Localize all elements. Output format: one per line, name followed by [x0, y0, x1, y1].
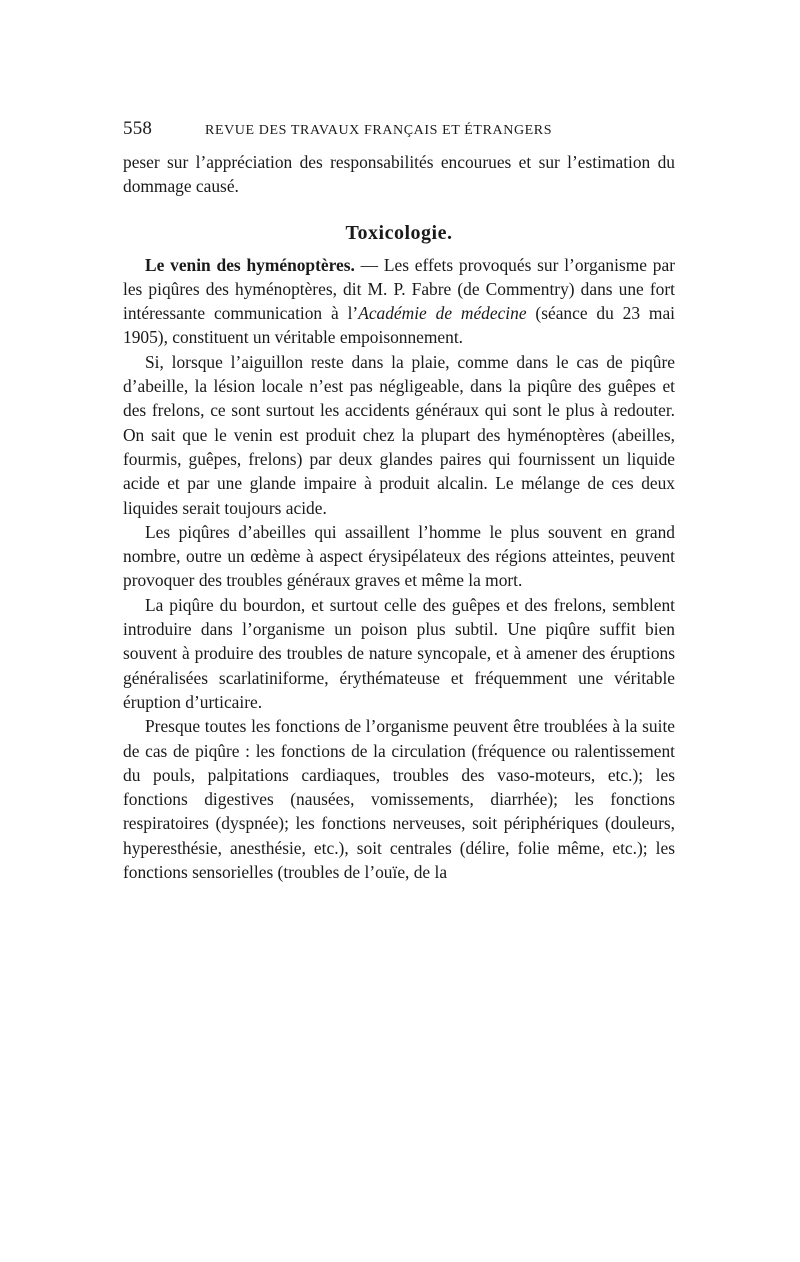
paragraph-1-text-a: — Les effets provoqués sur l’organisme par les piqûres des hyménoptères, dit M. P. Fabre (de Commentry) dans une fort intéressante communication à l’ [123, 254, 675, 324]
section-title: Toxicologie. [345, 221, 453, 244]
article-paragraph-1 [123, 253, 675, 350]
page-body [123, 118, 675, 884]
article-paragraph-3: Les piqûres d’abeilles qui assaillent l’homme le plus souvent en grand nombre, outre un œdème à aspect érysipélateux des régions atteintes, peuvent provoquer des troubles généraux graves et même la mort. [123, 521, 675, 591]
journal-title: REVUE DES TRAVAUX FRANÇAIS ET ÉTRANGERS [205, 123, 553, 138]
article-paragraph-4: La piqûre du bourdon, et surtout celle des guêpes et des frelons, semblent introduire dans l’organisme un poison plus subtil. Une piqûre suffit bien souvent à produire des troubles de nature syncopale, et à amener des éruptions généralisées scarlatiniforme, érythémateuse et fréquemment une véritable éruption d’urticaire. [123, 594, 675, 712]
article-paragraph-5: Presque toutes les fonctions de l’organisme peuvent être troublées à la suite de cas de piqûre : les fonctions de la circulation (fréquence ou ralentissement du pouls, palpitations cardiaques, troubles des vaso-moteurs, etc.); les fonctions digestives (nausées, vomissements, diarrhée); les fonctions respiratoires (dyspnée); les fonctions nerveuses, soit périphériques (douleurs, hyperesthésie, anesthésie, etc.), soit centrales (délire, folie même, etc.); les fonctions sensorielles (troubles de l’ouïe, de la [123, 716, 675, 883]
intro-paragraph: peser sur l’appréciation des responsabilités encourues et sur l’estimation du dommage causé. [123, 152, 675, 197]
article-lead-title: Le venin des hyménoptères. [145, 254, 355, 275]
paragraph-1-text-b: (séance du 23 mai 1905), constituent un véritable empoisonnement. [123, 303, 675, 348]
paragraph-1-italic: Académie de médecine [358, 303, 527, 324]
page-number: 558 [123, 118, 153, 139]
running-head [123, 118, 675, 150]
article-paragraph-2: Si, lorsque l’aiguillon reste dans la plaie, comme dans le cas de piqûre d’abeille, la lésion locale n’est pas négligeable, dans la piqûre des guêpes et des frelons, ce sont surtout les accidents généraux qui sont le plus à redouter. On sait que le venin est produit chez la plupart des hyménoptères (abeilles, fourmis, guêpes, frelons) par deux glandes paires qui fournissent un liquide acide et par une glande impaire à produit alcalin. Le mélange de ces deux liquides serait toujours acide. [123, 351, 675, 518]
